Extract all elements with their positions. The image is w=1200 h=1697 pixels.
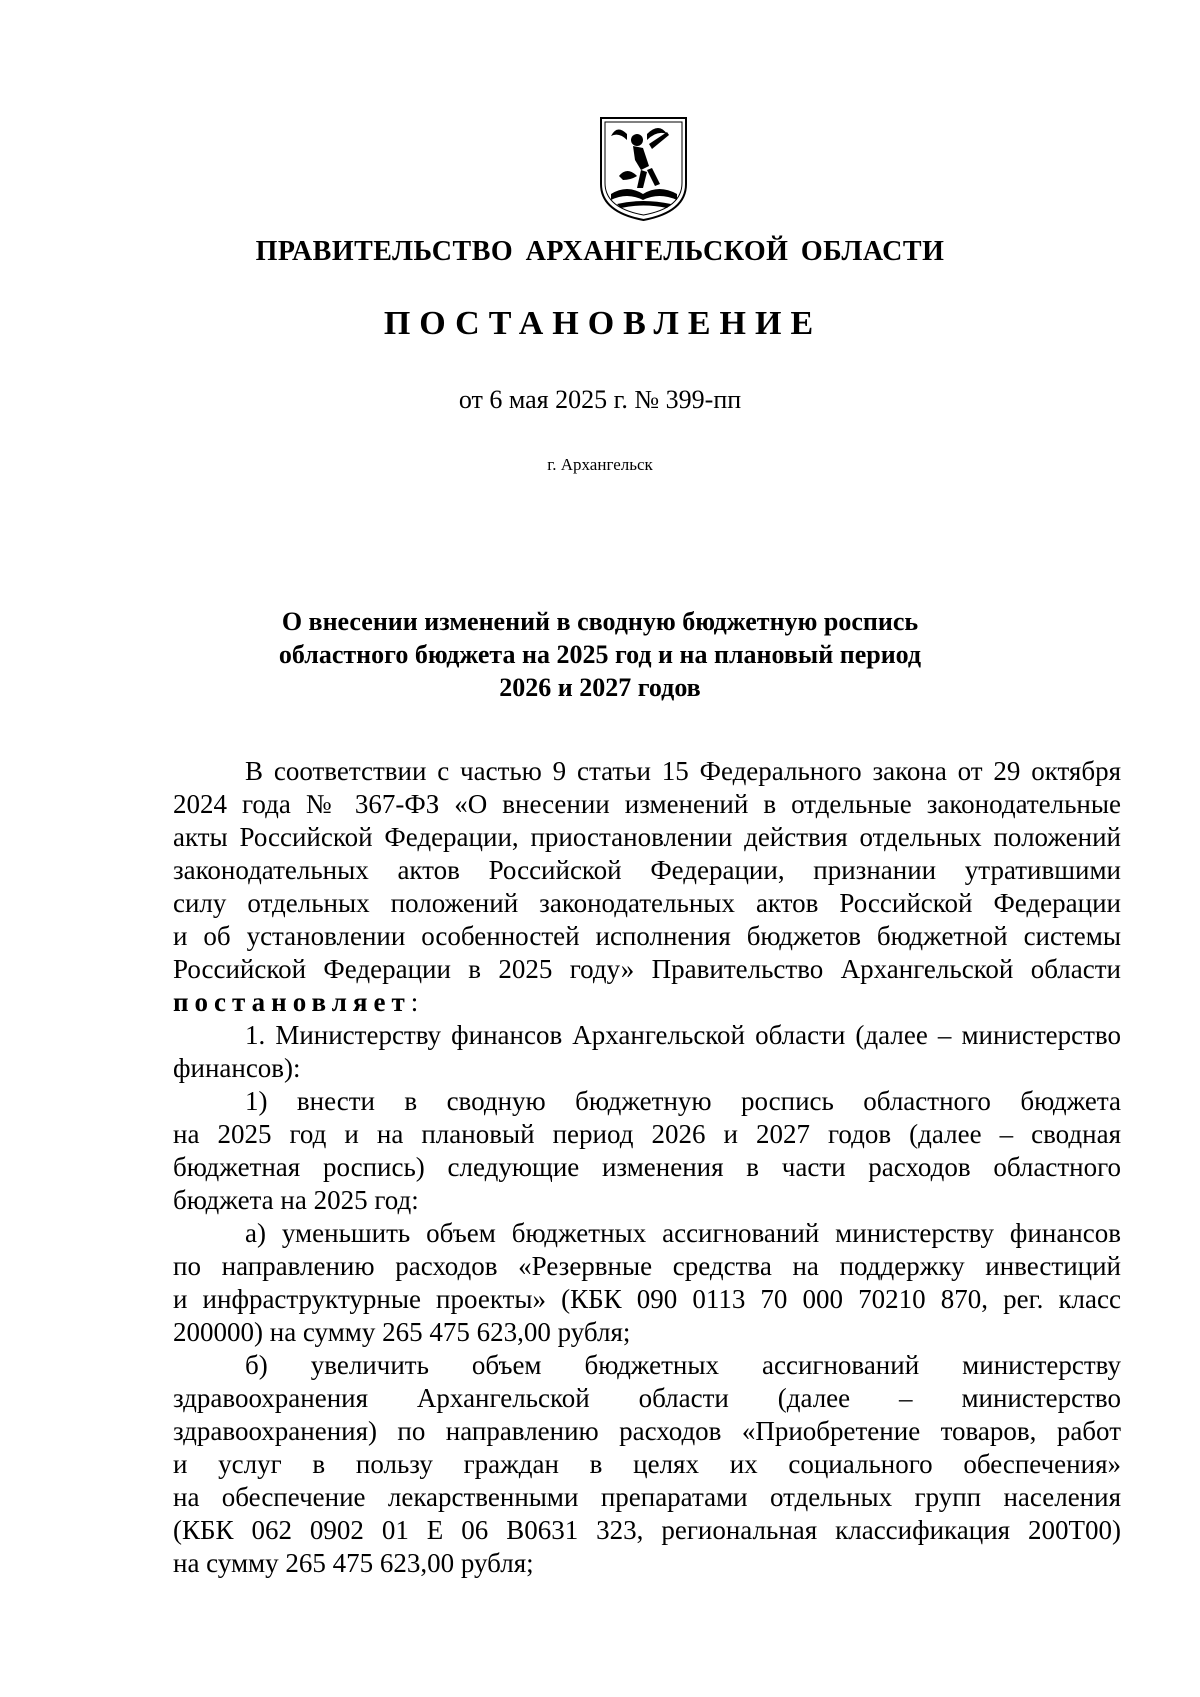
item-1-1-line: на 2025 год и на плановый период 2026 и 2027 годов (далее – сводная xyxy=(173,1119,1121,1149)
item-1-1-line: 1) внести в сводную бюджетную роспись областного бюджета xyxy=(245,1086,1121,1116)
preamble-line: В соответствии с частью 9 статьи 15 Федерального закона от 29 октября xyxy=(245,756,1121,786)
document-body xyxy=(173,755,1121,1580)
item-b-line: здравоохранения) по направлению расходов «Приобретение товаров, работ xyxy=(173,1416,1121,1446)
document-type: ПОСТАНОВЛЕНИЕ xyxy=(383,305,823,342)
item-a-line: а) уменьшить объем бюджетных ассигнований министерству финансов xyxy=(245,1218,1121,1248)
item-1-1-line: бюджета на 2025 год: xyxy=(173,1185,419,1215)
item-b-line: и услуг в пользу граждан в целях их социального обеспечения» xyxy=(173,1449,1121,1479)
title-line: областного бюджета на 2025 год и на плановый период xyxy=(278,640,922,669)
item-a-line: и инфраструктурные проекты» (КБК 090 0113 70 000 70210 870, рег. класс xyxy=(173,1284,1121,1314)
preamble-line: законодательных актов Российской Федерации, признании утратившими xyxy=(173,855,1121,885)
preamble-line: акты Российской Федерации, приостановлении действия отдельных положений xyxy=(173,822,1121,852)
preamble-line: 2024 года № 367-ФЗ «О внесении изменений в отдельные законодательные xyxy=(173,789,1121,819)
organization-name: ПРАВИТЕЛЬСТВО АРХАНГЕЛЬСКОЙ ОБЛАСТИ xyxy=(255,236,945,267)
item-b-line: на обеспечение лекарственными препаратами отдельных групп населения xyxy=(173,1482,1121,1512)
decree-line xyxy=(173,986,1121,1019)
item-1-line: 1. Министерству финансов Архангельской области (далее – министерство xyxy=(245,1020,1121,1050)
decree-colon: : xyxy=(410,987,419,1017)
item-1-1-line: бюджетная роспись) следующие изменения в части расходов областного xyxy=(173,1152,1121,1182)
item-a-line: по направлению расходов «Резервные средства на поддержку инвестиций xyxy=(173,1251,1121,1281)
title-line: О внесении изменений в сводную бюджетную роспись xyxy=(281,607,919,636)
decree-word: постановляет xyxy=(173,987,411,1017)
item-b-line: здравоохранения Архангельской области (далее – министерство xyxy=(173,1383,1121,1413)
item-b-line: (КБК 062 0902 01 Е 06 В0631 323, региональная классификация 200Т00) xyxy=(173,1515,1121,1545)
item-a-line: 200000) на сумму 265 475 623,00 рубля; xyxy=(173,1317,631,1347)
item-b-line: на сумму 265 475 623,00 рубля; xyxy=(173,1548,534,1578)
preamble-line: силу отдельных положений законодательных актов Российской Федерации xyxy=(173,888,1121,918)
item-b-line: б) увеличить объем бюджетных ассигнований министерству xyxy=(245,1350,1121,1380)
preamble-line: Российской Федерации в 2025 году» Правительство Архангельской области xyxy=(173,954,1121,984)
document-date-number: от 6 мая 2025 г. № 399-пп xyxy=(458,385,742,414)
document-title xyxy=(0,605,1200,704)
document-city: г. Архангельск xyxy=(547,455,653,474)
title-line: 2026 и 2027 годов xyxy=(499,673,701,702)
preamble-line: и об установлении особенностей исполнения бюджетов бюджетной системы xyxy=(173,921,1121,951)
coat-of-arms-icon xyxy=(597,114,690,224)
item-1-line: финансов): xyxy=(173,1053,301,1083)
